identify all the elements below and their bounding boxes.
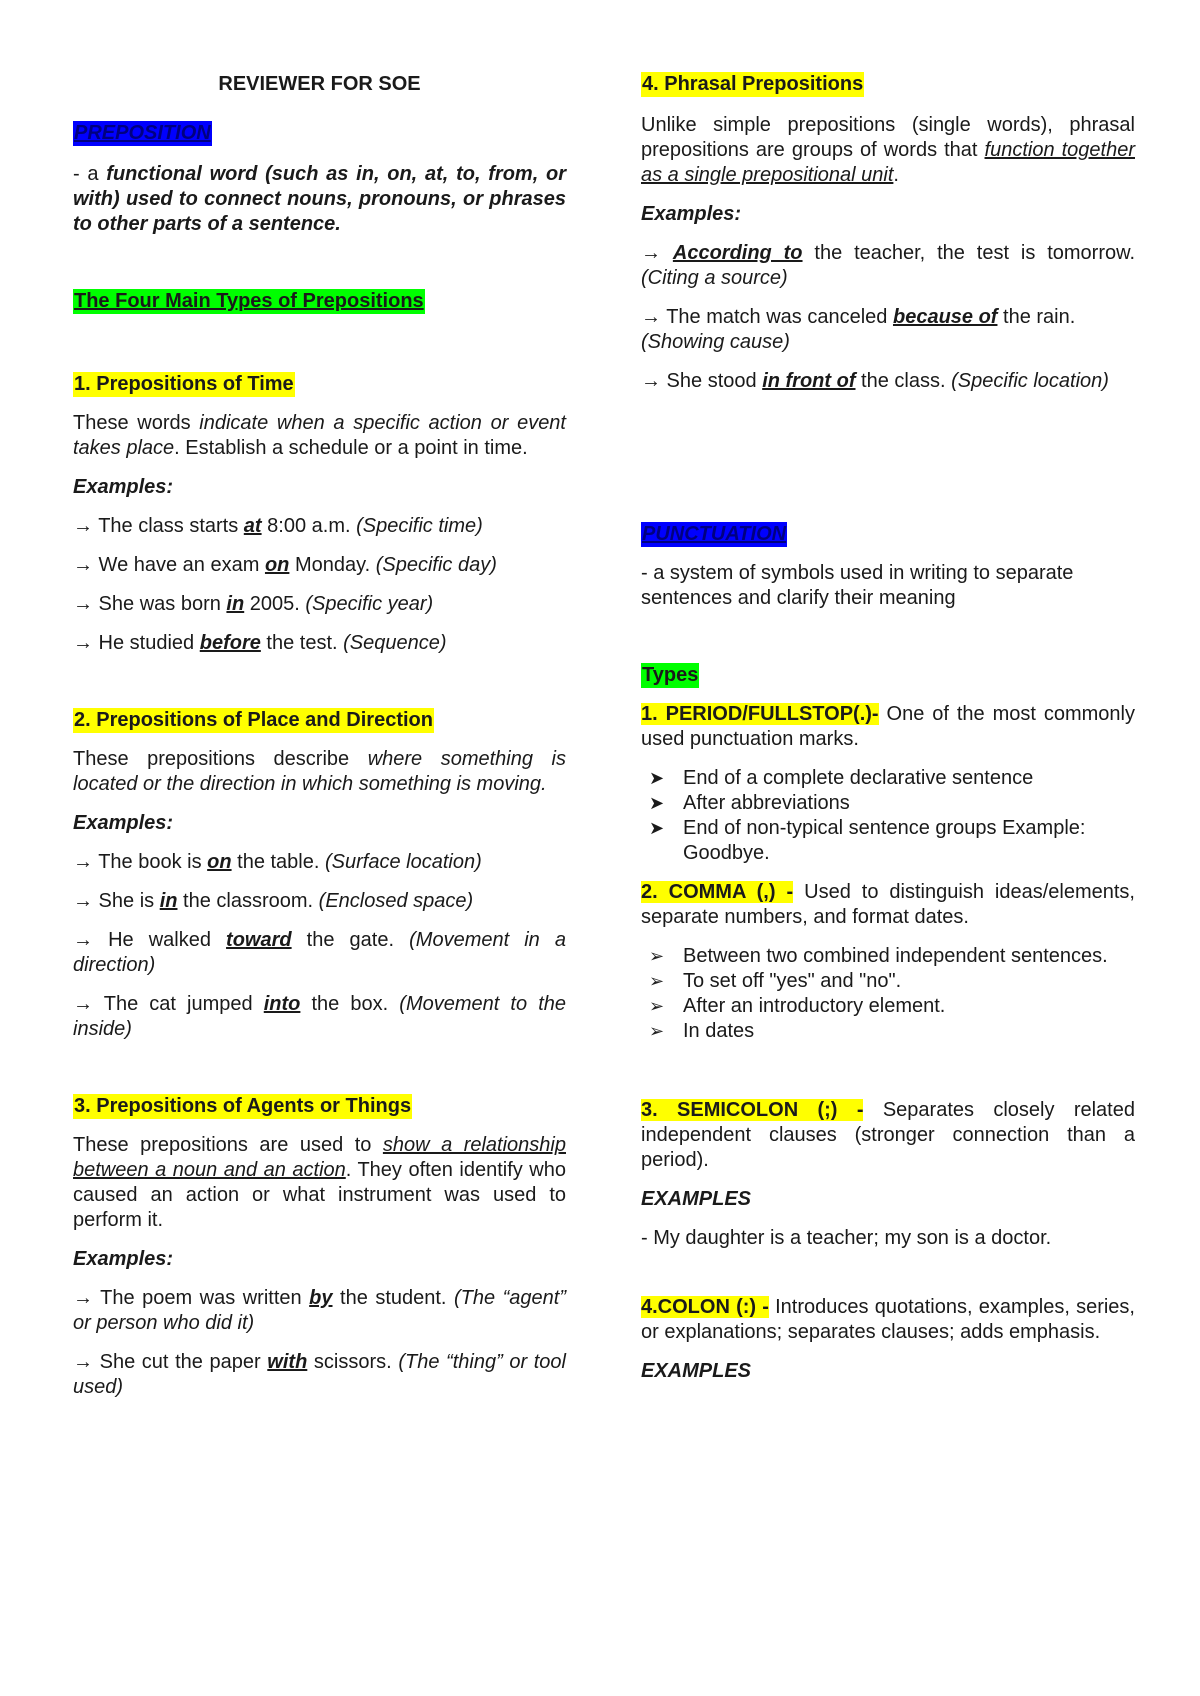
phrasal-examples-label: Examples: (641, 203, 742, 225)
comma-entry: 2. COMMA (,) - Used to distinguish ideas/elements, separate numbers, and format dates. (641, 881, 1135, 928)
semicolon-examples-label: EXAMPLES (641, 1188, 752, 1210)
place-example-3: → He walked toward the gate. (Movement in a direction) (73, 929, 566, 976)
agents-example-1: → The poem was written by the student. (The “agent” or person who did it) (73, 1287, 567, 1334)
arrowhead-bullet-icon: ➢ (649, 1021, 665, 1041)
arrowhead-bullet-icon: ➤ (649, 768, 665, 788)
agents-examples-label: Examples: (73, 1248, 174, 1270)
list-item: ➢ To set off "yes" and "no". (649, 970, 902, 992)
list-item: ➤ End of non-typical sentence groups Example: Goodbye. (649, 817, 1086, 864)
place-description: These prepositions describe where something is located or the direction in which something is moving. (73, 748, 566, 795)
place-example-4: → The cat jumped into the box. (Movement to the inside) (73, 993, 566, 1040)
comma-bullets (641, 944, 1135, 1044)
time-description: These words indicate when a specific action or event takes place. Establish a schedule or a point in time. (73, 412, 566, 459)
time-heading: 1. Prepositions of Time (74, 373, 294, 395)
preposition-heading: PREPOSITION (74, 122, 211, 144)
semicolon-entry: 3. SEMICOLON (;) - Separates closely related independent clauses (stronger connection than a period). (641, 1099, 1135, 1171)
place-heading: 2. Prepositions of Place and Direction (74, 709, 433, 731)
place-example-1: → The book is on the table. (Surface location) (73, 851, 482, 873)
place-examples-label: Examples: (73, 812, 174, 834)
list-item: ➤ After abbreviations (649, 792, 850, 814)
arrowhead-bullet-icon: ➤ (649, 818, 665, 838)
phrasal-heading: 4. Phrasal Prepositions (642, 73, 864, 95)
colon-examples-label: EXAMPLES (641, 1360, 752, 1382)
time-examples-label: Examples: (73, 476, 174, 498)
phrasal-example-2: → The match was canceled because of the rain. (Showing cause) (641, 306, 1076, 353)
list-item: ➢ After an introductory element. (649, 995, 946, 1017)
phrasal-example-3: → She stood in front of the class. (Specific location) (641, 370, 1109, 392)
period-label: 1. PERIOD/FULLSTOP(.)- (641, 703, 879, 725)
colon-label: 4.COLON (:) - (641, 1296, 769, 1318)
arrowhead-bullet-icon: ➢ (649, 971, 665, 991)
types-heading: Types (642, 664, 699, 686)
period-bullets (641, 766, 1135, 866)
time-example-3: → She was born in 2005. (Specific year) (73, 593, 434, 615)
place-example-2: → She is in the classroom. (Enclosed space) (73, 890, 474, 912)
list-item: ➢ Between two combined independent sentences. (649, 945, 1108, 967)
colon-entry: 4.COLON (:) - Introduces quotations, examples, series, or explanations; separates clauses; adds emphasis. (641, 1296, 1135, 1343)
semicolon-example: - My daughter is a teacher; my son is a doctor. (641, 1227, 1052, 1249)
comma-label: 2. COMMA (,) - (641, 881, 794, 903)
right-column (641, 72, 1135, 1384)
arrowhead-bullet-icon: ➢ (649, 946, 665, 966)
list-item: ➢ In dates (649, 1020, 755, 1042)
time-example-2: → We have an exam on Monday. (Specific day) (73, 554, 497, 576)
preposition-definition: - a functional word (such as in, on, at, to, from, or with) used to connect nouns, pronouns, or phrases to other parts of a sentence. (73, 163, 566, 235)
list-item: ➤ End of a complete declarative sentence (649, 767, 1034, 789)
agents-heading: 3. Prepositions of Agents or Things (74, 1095, 412, 1117)
phrasal-description: Unlike simple prepositions (single words), phrasal prepositions are groups of words that function together as a single prepositional unit. (641, 114, 1135, 186)
left-column (73, 72, 566, 1400)
arrowhead-bullet-icon: ➤ (649, 793, 665, 813)
document-title: REVIEWER FOR SOE (218, 73, 421, 95)
punctuation-definition: - a system of symbols used in writing to separate sentences and clarify their meaning (641, 562, 1074, 609)
agents-description: These prepositions are used to show a relationship between a noun and an action. They often identify who caused an action or what instrument was used to perform it. (73, 1134, 566, 1231)
time-example-1: → The class starts at 8:00 a.m. (Specific time) (73, 515, 483, 537)
time-example-4: → He studied before the test. (Sequence) (73, 632, 447, 654)
semicolon-label: 3. SEMICOLON (;) - (641, 1099, 864, 1121)
arrowhead-bullet-icon: ➢ (649, 996, 665, 1016)
period-entry: 1. PERIOD/FULLSTOP(.)- One of the most commonly used punctuation marks. (641, 703, 1135, 750)
punctuation-heading: PUNCTUATION (642, 523, 787, 545)
phrasal-example-1: → According to the teacher, the test is tomorrow. (Citing a source) (641, 242, 1135, 289)
four-types-heading: The Four Main Types of Prepositions (74, 290, 424, 312)
agents-example-2: → She cut the paper with scissors. (The “thing” or tool used) (73, 1351, 566, 1398)
